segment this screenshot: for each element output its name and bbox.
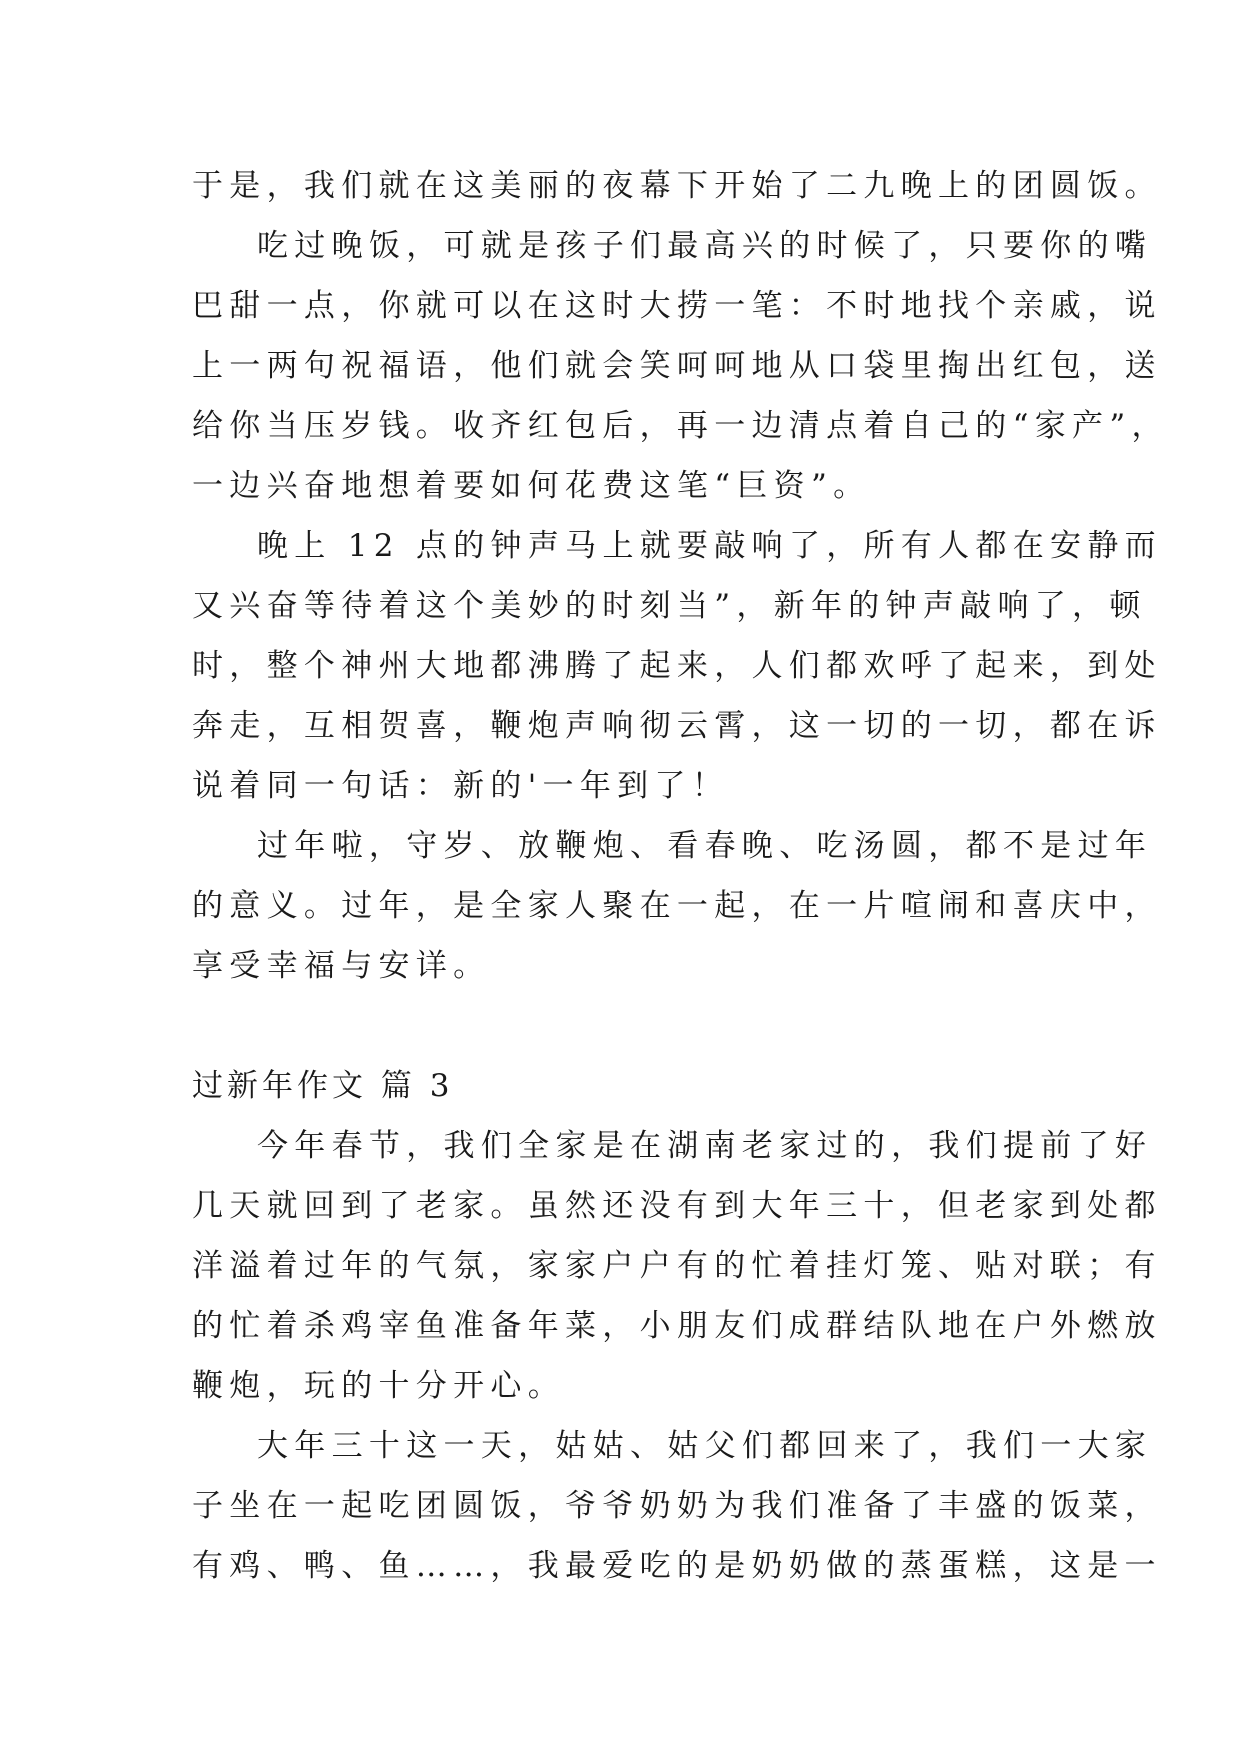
paragraph-line: 的意义。过年，是全家人聚在一起，在一片喧闹和喜庆中， (192, 888, 1162, 924)
paragraph-line: 又兴奋等待着这个美妙的时刻当”，新年的钟声敲响了，顿 (192, 588, 1147, 624)
paragraph-line: 奔走，互相贺喜，鞭炮声响彻云霄，这一切的一切，都在诉 (192, 708, 1162, 744)
paragraph-line: 大年三十这一天，姑姑、姑父们都回来了，我们一大家 (257, 1428, 1153, 1464)
paragraph-line: 的忙着杀鸡宰鱼准备年菜，小朋友们成群结队地在户外燃放 (192, 1308, 1162, 1344)
paragraph-line: 鞭炮，玩的十分开心。 (192, 1368, 565, 1404)
paragraph-line: 巴甜一点，你就可以在这时大捞一笔：不时地找个亲戚，说 (192, 288, 1162, 324)
paragraph-line: 一边兴奋地想着要如何花费这笔“巨资”。 (192, 468, 871, 504)
paragraph-line: 上一两句祝福语，他们就会笑呵呵地从口袋里掏出红包，送 (192, 348, 1162, 384)
paragraph-line: 几天就回到了老家。虽然还没有到大年三十，但老家到处都 (192, 1188, 1162, 1224)
paragraph-line: 有鸡、鸭、鱼……，我最爱吃的是奶奶做的蒸蛋糕，这是一 (192, 1548, 1162, 1584)
paragraph-line: 洋溢着过年的气氛，家家户户有的忙着挂灯笼、贴对联；有 (192, 1248, 1162, 1284)
paragraph-line: 时，整个神州大地都沸腾了起来，人们都欢呼了起来，到处 (192, 648, 1162, 684)
paragraph-line: 晚上 12 点的钟声马上就要敲响了，所有人都在安静而 (257, 528, 1162, 564)
paragraph-line: 说着同一句话：新的'一年到了！ (192, 768, 730, 804)
paragraph-line: 过年啦，守岁、放鞭炮、看春晚、吃汤圆，都不是过年 (257, 828, 1153, 864)
section-heading: 过新年作文 篇 3 (192, 1068, 454, 1104)
paragraph-line: 今年春节，我们全家是在湖南老家过的，我们提前了好 (257, 1128, 1153, 1164)
paragraph-line: 享受幸福与安详。 (192, 948, 491, 984)
paragraph-line: 吃过晚饭，可就是孩子们最高兴的时候了，只要你的嘴 (257, 228, 1153, 264)
paragraph-line: 给你当压岁钱。收齐红包后，再一边清点着自己的“家产”， (192, 408, 1169, 444)
paragraph-line: 子坐在一起吃团圆饭，爷爷奶奶为我们准备了丰盛的饭菜， (192, 1488, 1162, 1524)
paragraph-line: 于是，我们就在这美丽的夜幕下开始了二九晚上的团圆饭。 (192, 168, 1162, 204)
